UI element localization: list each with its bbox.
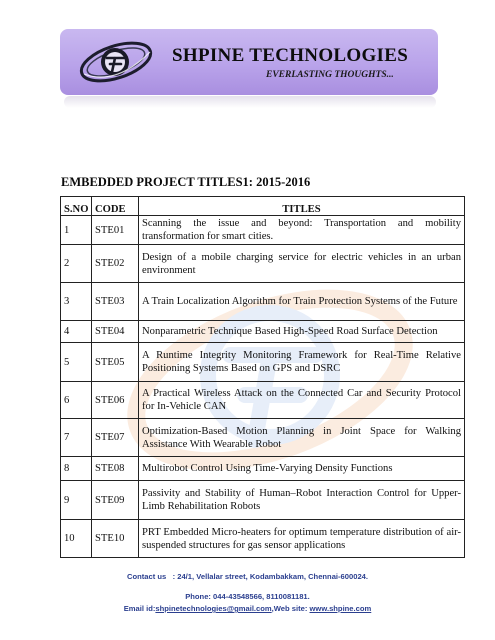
table-row — [61, 419, 465, 457]
row-code: STE04 — [92, 321, 139, 343]
row-title: Passivity and Stability of Human–Robot Interaction Control for Upper-Limb Rehabilitation Robots — [139, 481, 465, 520]
row-sno: 4 — [61, 321, 92, 343]
row-code: STE02 — [92, 245, 139, 283]
row-sno: 3 — [61, 283, 92, 321]
column-header-titles: TITLES — [139, 197, 465, 216]
website-link[interactable]: www.shpine.com — [309, 604, 372, 613]
row-sno: 1 — [61, 216, 92, 245]
table-header-row — [61, 197, 465, 216]
row-title: A Runtime Integrity Monitoring Framework for Real-Time Relative Positioning Systems Based on GPS and DSRC — [139, 343, 465, 382]
banner-reflection — [64, 96, 436, 108]
row-sno: 5 — [61, 343, 92, 382]
table-row — [61, 343, 465, 382]
table-row — [61, 216, 465, 245]
row-title: Scanning the issue and beyond: Transportation and mobility transformation for smart cities. — [139, 216, 465, 245]
row-title: A Practical Wireless Attack on the Connected Car and Security Protocol for In-Vehicle CAN — [139, 382, 465, 419]
email-label: Email id: — [123, 604, 156, 613]
footer-email-line — [0, 604, 495, 613]
table-row — [61, 283, 465, 321]
row-title: Nonparametric Technique Based High-Speed Road Surface Detection — [139, 321, 465, 343]
column-header-code: CODE — [92, 197, 139, 216]
company-tagline: EVERLASTING THOUGHTS... — [266, 70, 394, 80]
row-code: STE10 — [92, 520, 139, 558]
website-label: ,Web site: — [271, 604, 310, 613]
row-title: Design of a mobile charging service for electric vehicles in an urban environment — [139, 245, 465, 283]
table-row — [61, 457, 465, 481]
row-title: A Train Localization Algorithm for Train Protection Systems of the Future — [139, 283, 465, 321]
column-header-sno: S.NO — [61, 197, 92, 216]
row-sno: 8 — [61, 457, 92, 481]
row-code: STE08 — [92, 457, 139, 481]
row-code: STE07 — [92, 419, 139, 457]
row-sno: 9 — [61, 481, 92, 520]
footer-phone: Phone: 044-43548566, 8110081181. — [185, 592, 310, 601]
row-sno: 6 — [61, 382, 92, 419]
table-row — [61, 382, 465, 419]
table-row — [61, 481, 465, 520]
row-sno: 10 — [61, 520, 92, 558]
row-title: Multirobot Control Using Time-Varying Density Functions — [139, 457, 465, 481]
page-title: EMBEDDED PROJECT TITLES1: 2015-2016 — [61, 175, 311, 189]
email-link[interactable]: shpinetechnologies@gmail.com — [155, 604, 272, 613]
table-row — [61, 321, 465, 343]
project-titles-table — [60, 196, 465, 558]
row-code: STE05 — [92, 343, 139, 382]
contact-label: Contact us — [126, 572, 167, 581]
row-sno: 7 — [61, 419, 92, 457]
row-title: Optimization-Based Motion Planning in Joint Space for Walking Assistance With Wearable Robot — [139, 419, 465, 457]
company-logo-icon — [76, 34, 154, 90]
row-sno: 2 — [61, 245, 92, 283]
footer-address-line — [0, 572, 495, 581]
company-name: SHPINE TECHNOLOGIES — [172, 45, 409, 66]
row-code: STE03 — [92, 283, 139, 321]
row-code: STE06 — [92, 382, 139, 419]
table-row — [61, 245, 465, 283]
row-title: PRT Embedded Micro-heaters for optimum temperature distribution of air-suspended structures for gas sensor applications — [139, 520, 465, 558]
contact-address: : 24/1, Vellalar street, Kodambakkam, Chennai-600024. — [172, 572, 369, 581]
table-row — [61, 520, 465, 558]
row-code: STE01 — [92, 216, 139, 245]
row-code: STE09 — [92, 481, 139, 520]
